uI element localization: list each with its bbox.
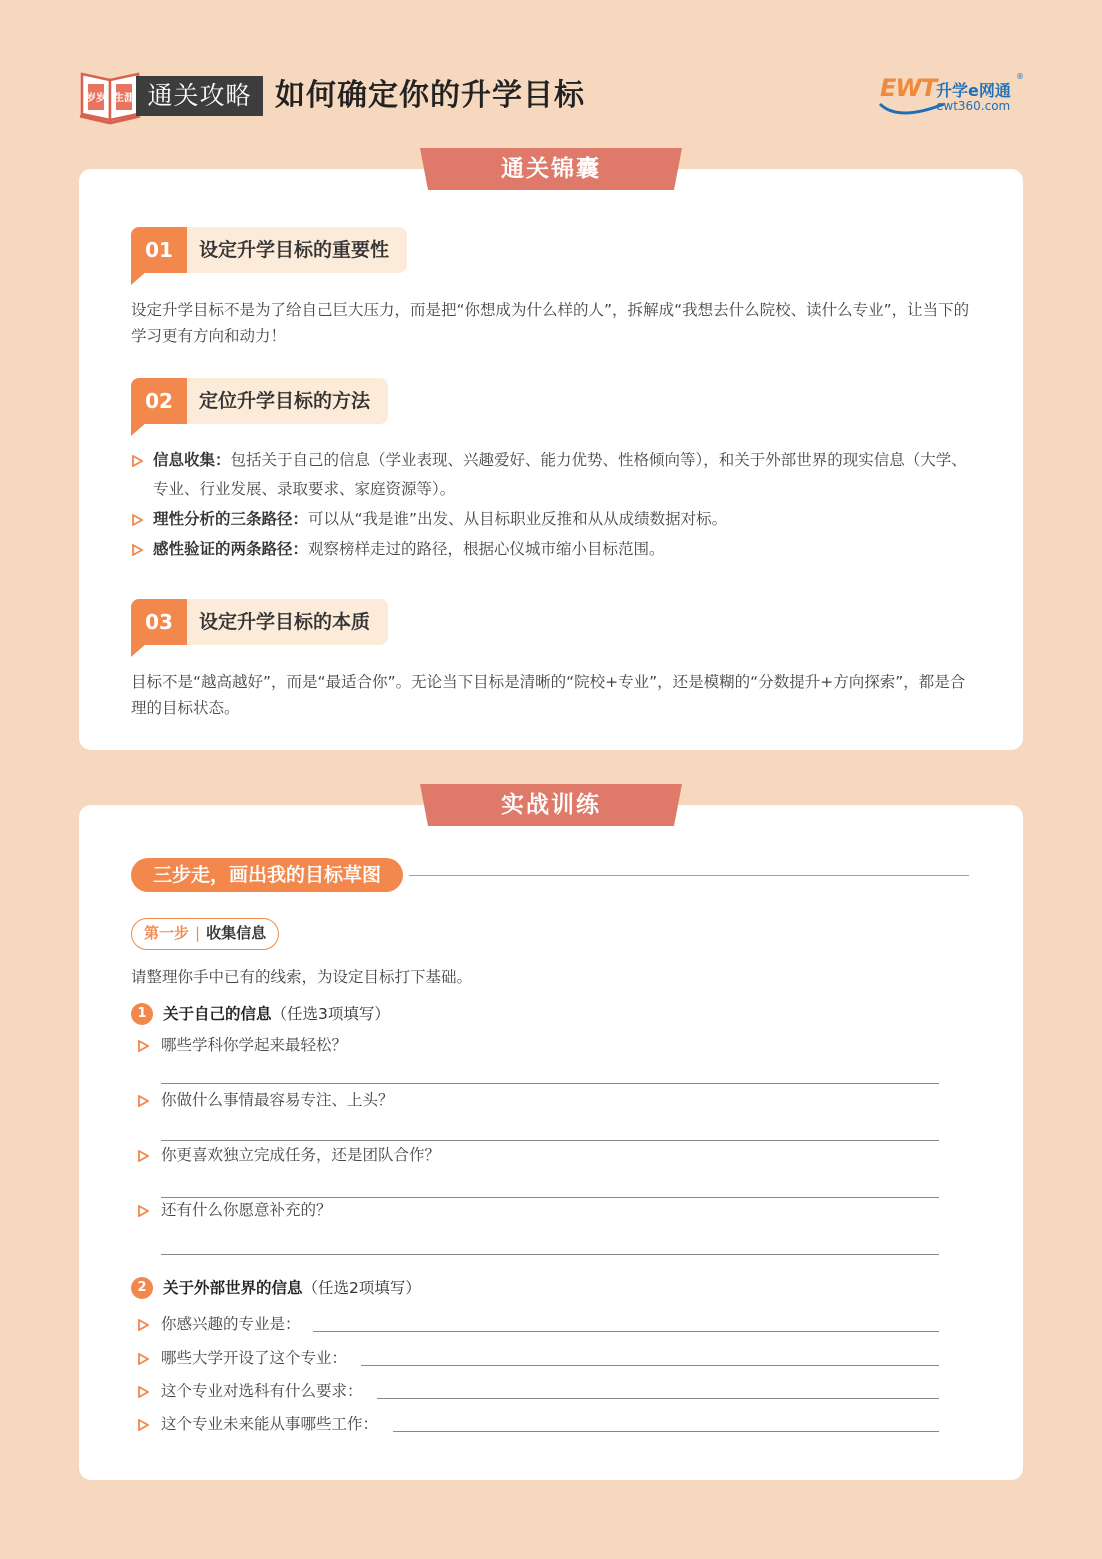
- paragraph-essence: 目标不是“越高越好”，而是“最适合你”。无论当下目标是清晰的“院校+专业”，还是模糊的“分数提升+方向探索”，都是合理的目标状态。: [131, 673, 966, 717]
- strategy-tag: 通关攻略: [136, 76, 263, 116]
- ribbon-title: 通关锦囊: [501, 156, 601, 182]
- bullet-emotional-paths: [131, 535, 973, 564]
- step-intro: 请整理你手中已有的线索，为设定目标打下基础。: [131, 968, 473, 986]
- answer-line[interactable]: [377, 1398, 939, 1399]
- step-name: 收集信息: [206, 924, 267, 942]
- bullet-text: 可以从“我是谁”出发、从目标职业反推和从从成绩数据对标。: [308, 510, 728, 528]
- ewt-logo: [878, 72, 1028, 120]
- logo-ewt: EWT: [880, 74, 937, 102]
- section-number: 01: [131, 227, 187, 273]
- bullet-label: 理性分析的三条路径：: [153, 510, 309, 528]
- triangle-bullet-icon: [137, 1319, 149, 1331]
- question-focus: 你做什么事情最容易专注、上头？: [137, 1087, 394, 1113]
- step-label: 第一步: [144, 924, 190, 942]
- heading-divider: [409, 875, 969, 876]
- step-separator: |: [195, 924, 201, 942]
- triangle-bullet-icon: [137, 1040, 149, 1052]
- bullet-info-collection: [131, 446, 973, 504]
- answer-line[interactable]: [393, 1431, 939, 1432]
- triangle-bullet-icon: [131, 514, 143, 526]
- triangle-bullet-icon: [131, 455, 143, 467]
- book-logo-icon: [78, 66, 142, 126]
- section-ribbon-tips: [420, 148, 682, 190]
- tips-card: [79, 169, 1023, 750]
- question-major-interest: 你感兴趣的专业是：: [137, 1311, 301, 1337]
- question-universities: 哪些大学开设了这个专业：: [137, 1345, 347, 1371]
- question-easy-subject: 哪些学科你学起来最轻松？: [137, 1032, 347, 1058]
- question-teamwork: 你更喜欢独立完成任务，还是团队合作？: [137, 1142, 440, 1168]
- practice-heading: 三步走，画出我的目标草图: [131, 858, 403, 892]
- answer-line[interactable]: [313, 1331, 939, 1332]
- triangle-bullet-icon: [137, 1419, 149, 1431]
- bullet-label: 信息收集：: [153, 451, 231, 469]
- logo-url: ewt360.com: [936, 99, 1011, 113]
- group-title-world: 关于外部世界的信息（任选2项填写）: [163, 1279, 421, 1297]
- section-title: 设定升学目标的重要性: [187, 227, 407, 273]
- logo-name: 升学e网通: [936, 81, 1011, 100]
- bullet-text: 观察榜样走过的路径，根据心仪城市缩小目标范围。: [308, 540, 665, 558]
- logo-registered: ®: [1016, 72, 1024, 81]
- triangle-bullet-icon: [131, 544, 143, 556]
- ribbon-title: 实战训练: [501, 792, 601, 818]
- bullet-rational-paths: [131, 505, 973, 534]
- answer-line[interactable]: [161, 1254, 939, 1255]
- answer-line[interactable]: [161, 1083, 939, 1084]
- section-ribbon-practice: [420, 784, 682, 826]
- section-number: 02: [131, 378, 187, 424]
- bullet-label: 感性验证的两条路径：: [153, 540, 309, 558]
- answer-line[interactable]: [361, 1365, 939, 1366]
- section-number: 03: [131, 599, 187, 645]
- page-title: 如何确定你的升学目标: [275, 78, 585, 113]
- section-title: 定位升学目标的方法: [187, 378, 388, 424]
- step-badge: [131, 918, 279, 950]
- group-number-2: 2: [131, 1277, 153, 1299]
- question-subject-requirements: 这个专业对选科有什么要求：: [137, 1378, 363, 1404]
- group-number-1: 1: [131, 1003, 153, 1025]
- triangle-bullet-icon: [137, 1205, 149, 1217]
- question-career-prospects: 这个专业未来能从事哪些工作：: [137, 1411, 378, 1437]
- section-title: 设定升学目标的本质: [187, 599, 388, 645]
- paragraph-importance: 设定升学目标不是为了给自己巨大压力，而是把“你想成为什么样的人”，拆解成“我想去什么院校、读什么专业”，让当下的学习更有方向和动力！: [131, 301, 970, 345]
- triangle-bullet-icon: [137, 1095, 149, 1107]
- answer-line[interactable]: [161, 1140, 939, 1141]
- book-text-left: 岁岁: [86, 93, 106, 104]
- group-title-self: 关于自己的信息（任选3项填写）: [163, 1005, 390, 1023]
- bullet-text: 包括关于自己的信息（学业表现、兴趣爱好、能力优势、性格倾向等），和关于外部世界的现实信息（大学、专业、行业发展、录取要求、家庭资源等）。: [153, 451, 967, 498]
- book-text-right: 生涯: [114, 93, 134, 104]
- triangle-bullet-icon: [137, 1150, 149, 1162]
- question-additional: 还有什么你愿意补充的？: [137, 1197, 332, 1223]
- triangle-bullet-icon: [137, 1386, 149, 1398]
- triangle-bullet-icon: [137, 1353, 149, 1365]
- practice-card: [79, 805, 1023, 1480]
